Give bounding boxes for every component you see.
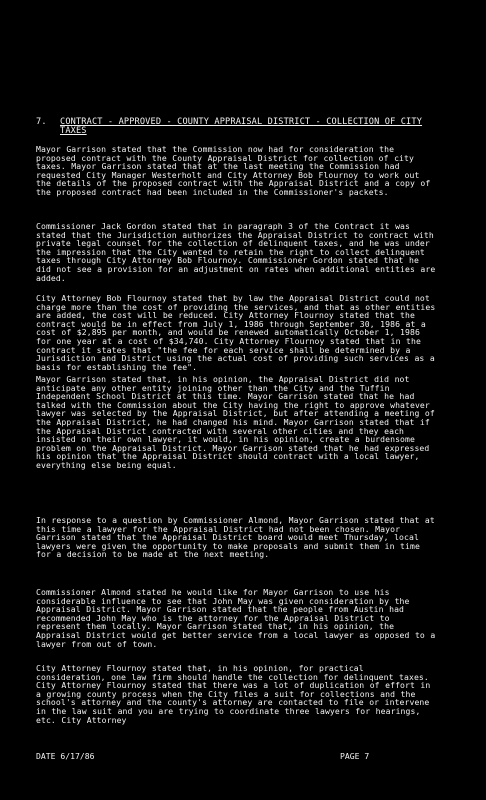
item-title: CONTRACT - APPROVED - COUNTY APPRAISAL DISTRICT - COLLECTION OF CITY TAXES bbox=[60, 117, 423, 136]
item-number: 7. bbox=[36, 117, 47, 127]
paragraph: Commissioner Jack Gordon stated that in paragraph 3 of the Contract it was stated that the Jurisdiction authorizes the Appraisal District to contract with private legal counsel for the collection of delinquent taxes, and he was under the impression that the City wanted to retain the right to collect delinquent taxes through City Attorney Bob Flournoy. Commissioner Gordon stated that he did not see a provision for an adjustment on rates when additional entities are added. bbox=[36, 221, 436, 283]
footer-page: PAGE 7 bbox=[340, 751, 370, 761]
paragraph: In response to a question by Commissioner Almond, Mayor Garrison stated that at this time a lawyer for the Appraisal District had not been chosen. Mayor Garrison stated that the Appraisal District board would meet Thursday, local lawyers were given the opportunity to make proposals and submit them in time for a decision to be made at the next meeting. bbox=[36, 515, 435, 560]
paragraph: City Attorney Bob Flournoy stated that by law the Appraisal District could not charge more than the cost of providing the services, and that as other entities are added, the cost will be reduced. City Attorney Flournoy stated that the contract would be in effect from July 1, 1986 through September 30, 1986 at a cost of $2,895 per month, and would be renewed automatically October 1, 1986 for one year at a cost of $34,740. City Attorney Flournoy stated that in the contract it states that "the fee for each service shall be determined by a Jurisdiction and District using the actual cost of providing such services as a basis for establishing the fee". bbox=[36, 293, 436, 372]
paragraph: City Attorney Flournoy stated that, in his opinion, for practical consideration, one law firm should handle the collection for delinquent taxes. City Attorney Flournoy stated that there was a lot of duplication of effort in a growing county process when the City files a suit for collections and the school's attorney and the county's attorney are contacted to file or intervene in the law suit and you are trying to coordinate three lawyers for hearings, etc. City Attorney bbox=[36, 663, 431, 725]
paragraph: Commissioner Almond stated he would like for Mayor Garrison to use his considerable influence to see that John May was given consideration by the Appraisal District. Mayor Garrison stated that the people from Austin had recommended John May who is the attorney for the Appraisal District to represent them locally. Mayor Garrison stated that, in his opinion, the Appraisal District would get better service from a local lawyer as opposed to a lawyer from out of town. bbox=[36, 587, 436, 649]
paragraph: Mayor Garrison stated that the Commission now had for consideration the proposed contract with the County Appraisal District for collection of city taxes. Mayor Garrison stated that at the last meeting the Commission had requested City Manager Westerholt and City Attorney Bob Flournoy to work out the details of the proposed contract with the Appraisal District and a copy of the proposed contract had been included in the Commissioner's packets. bbox=[36, 144, 431, 197]
footer-date: DATE 6/17/86 bbox=[36, 751, 95, 761]
paragraph: Mayor Garrison stated that, in his opinion, the Appraisal District did not anticipate any other entity joining other than the City and the Tuffin Independent School District at this time. Mayor Garrison stated that he had talked with the Commission about the City having the right to approve whatever lawyer was selected by the Appraisal District, but after attending a meeting of the Appraisal District, he had changed his mind. Mayor Garrison stated that if the Appraisal District contracted with several other cities and they each insisted on their own lawyer, it would, in his opinion, create a burdensome problem on the Appraisal District. Mayor Garrison stated that he had expressed his opinion that the Appraisal District should contract with a local lawyer, everything else being equal. bbox=[36, 374, 435, 470]
